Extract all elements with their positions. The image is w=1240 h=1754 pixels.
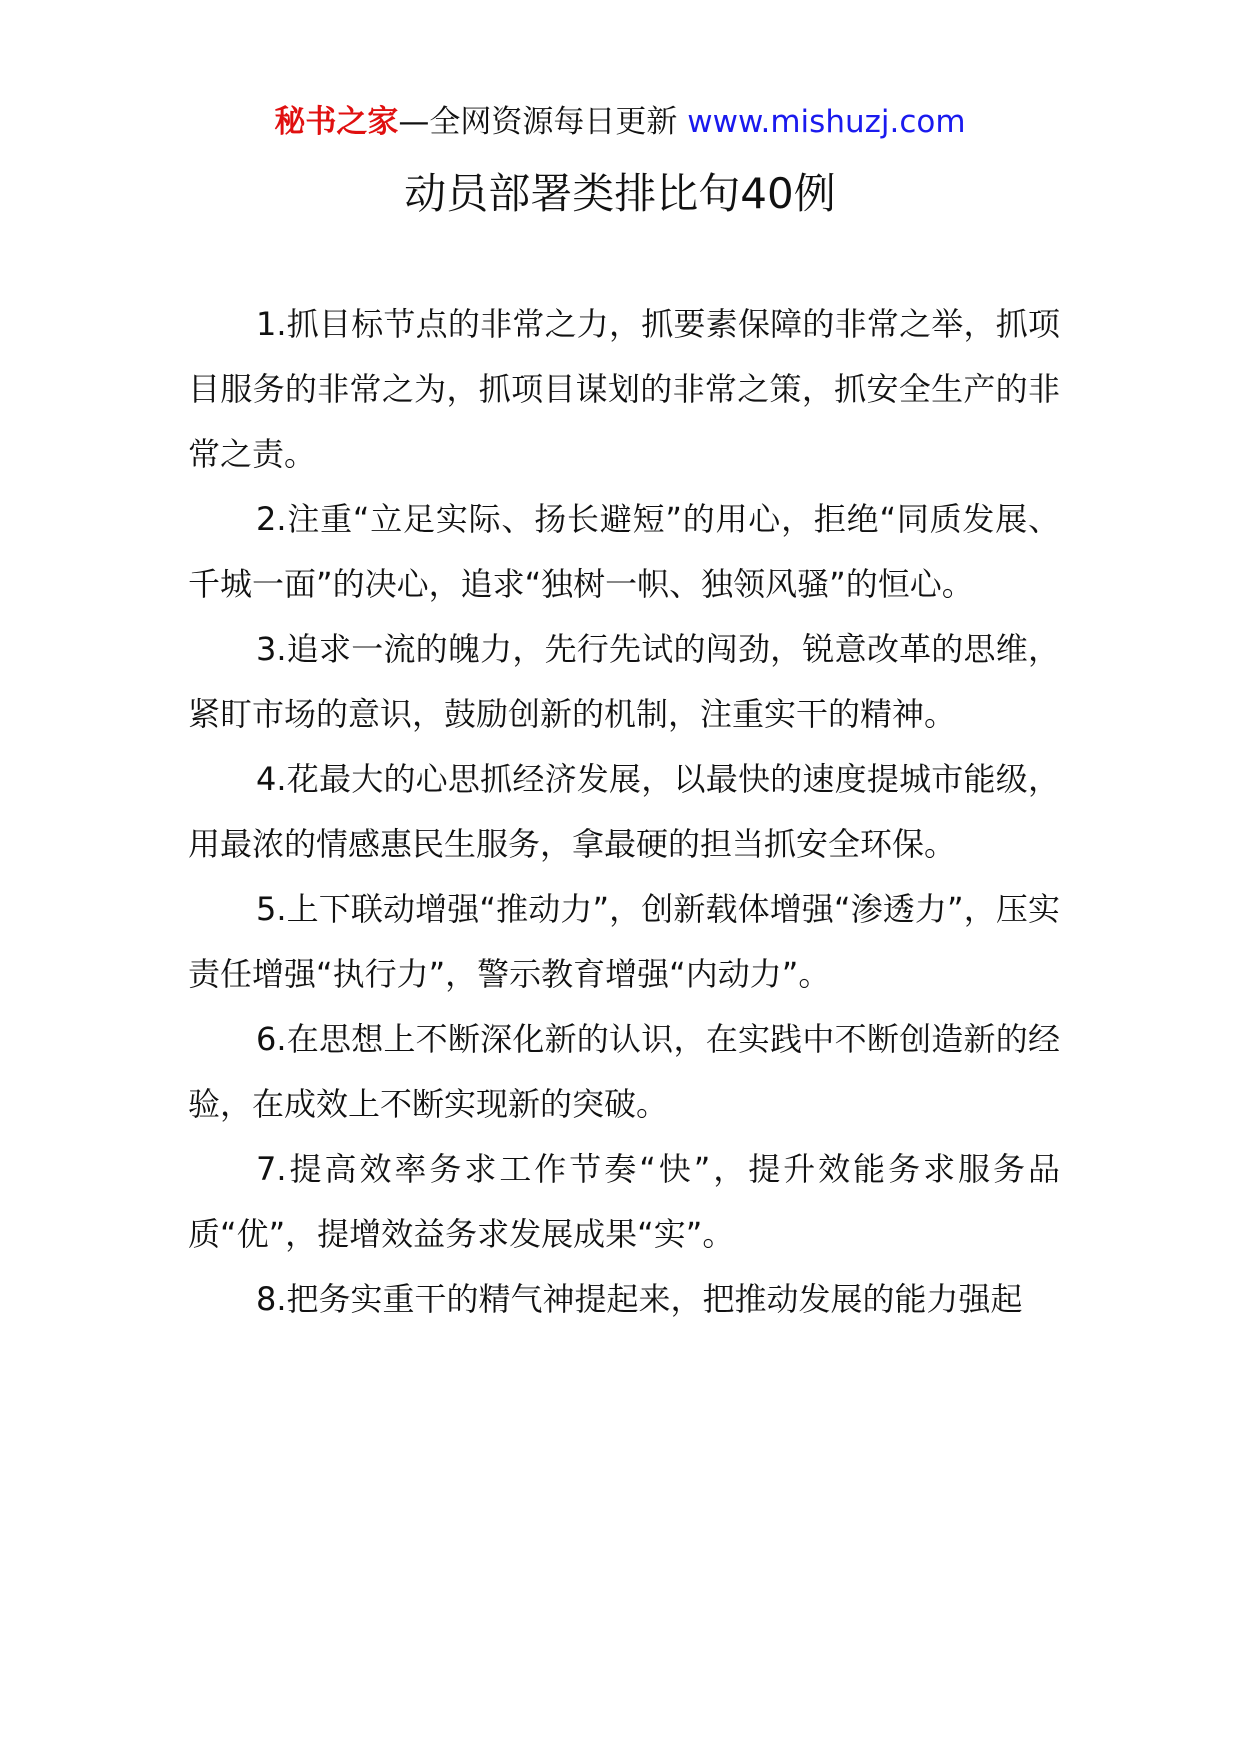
paragraph-6: 6.在思想上不断深化新的认识，在实践中不断创造新的经验，在成效上不断实现新的突破。 bbox=[188, 1020, 1060, 1123]
brand-name: 秘书之家 bbox=[274, 104, 399, 140]
document-title: 动员部署类排比句40例 bbox=[404, 169, 836, 218]
site-slogan: —全网资源每日更新 bbox=[398, 104, 688, 140]
paragraph-4: 4.花最大的心思抓经济发展，以最快的速度提城市能级，用最浓的情感惠民生服务，拿最硬的担当抓安全环保。 bbox=[188, 760, 1060, 863]
paragraph-8: 8.把务实重干的精气神提起来，把推动发展的能力强起 bbox=[256, 1280, 1023, 1318]
paragraph-2: 2.注重“立足实际、扬长避短”的用心，拒绝“同质发展、千城一面”的决心，追求“独树一帜、独领风骚”的恒心。 bbox=[188, 500, 1060, 603]
site-header bbox=[0, 100, 1240, 144]
paragraph-1: 1.抓目标节点的非常之力，抓要素保障的非常之举，抓项目服务的非常之为，抓项目谋划的非常之策，抓安全生产的非常之责。 bbox=[188, 305, 1060, 473]
paragraph-5: 5.上下联动增强“推动力”，创新载体增强“渗透力”，压实责任增强“执行力”，警示教育增强“内动力”。 bbox=[188, 890, 1060, 993]
site-url-link[interactable]: www.mishuzj.com bbox=[687, 104, 966, 140]
paragraph-3: 3.追求一流的魄力，先行先试的闯劲，锐意改革的思维，紧盯市场的意识，鼓励创新的机制，注重实干的精神。 bbox=[188, 630, 1060, 733]
paragraph-7: 7.提高效率务求工作节奏“快”，提升效能务求服务品质“优”，提增效益务求发展成果“实”。 bbox=[188, 1150, 1060, 1253]
document-body bbox=[188, 292, 1060, 1332]
